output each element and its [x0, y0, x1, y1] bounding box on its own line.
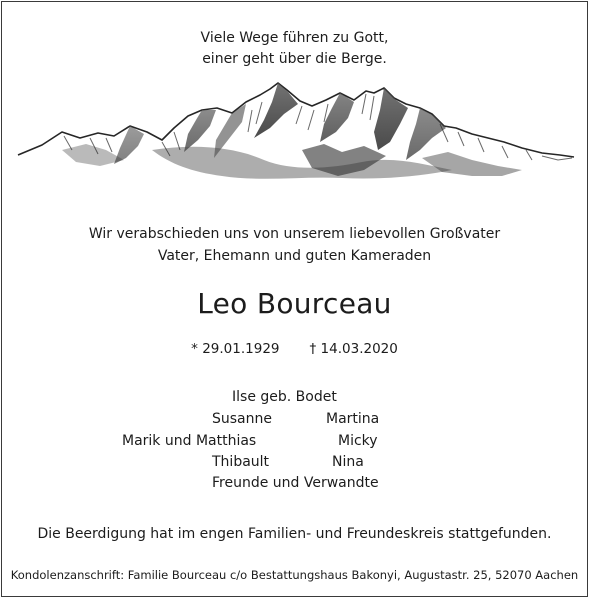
rock-face-right-peak — [374, 88, 408, 150]
mourner-spouse: Ilse geb. Bodet — [232, 389, 337, 405]
death-date: † 14.03.2020 — [309, 341, 398, 357]
mourner-row2-right: Micky — [338, 433, 378, 449]
birth-date: * 29.01.1929 — [191, 341, 280, 357]
motto-verse — [2, 28, 587, 70]
farewell-intro — [2, 223, 587, 267]
intro-line-2: Vater, Ehemann und guten Kameraden — [157, 248, 432, 264]
mountain-range-drawing — [2, 80, 589, 192]
mourner-row1-right: Martina — [326, 411, 380, 427]
life-dates — [2, 340, 587, 358]
rock-face-right-slope — [406, 108, 446, 160]
mourner-row3-left: Thibault — [212, 454, 270, 470]
motto-line-1: Viele Wege führen zu Gott, — [200, 30, 389, 46]
mourner-row1-left: Susanne — [212, 411, 272, 427]
motto-line-2: einer geht über die Berge. — [202, 51, 387, 67]
obituary-notice — [1, 1, 588, 597]
lower-rock-shadow — [152, 147, 452, 179]
rock-face-main-peak — [254, 83, 298, 138]
deceased-name: Leo Bourceau — [197, 287, 392, 320]
mourner-row2-left: Marik und Matthias — [122, 433, 257, 449]
condolence-address: Kondolenzanschrift: Familie Bourceau c/o Bestattungshaus Bakonyi, Augustastr. 25, 52070 Aachen — [10, 568, 579, 582]
mourner-row3-right: Nina — [332, 454, 364, 470]
funeral-note: Die Beerdigung hat im engen Familien- und Freundeskreis stattgefunden. — [37, 526, 552, 542]
intro-line-1: Wir verabschieden uns von unserem liebevollen Großvater — [88, 226, 501, 242]
mourner-others: Freunde und Verwandte — [212, 475, 379, 491]
ridge-outline — [18, 83, 574, 157]
